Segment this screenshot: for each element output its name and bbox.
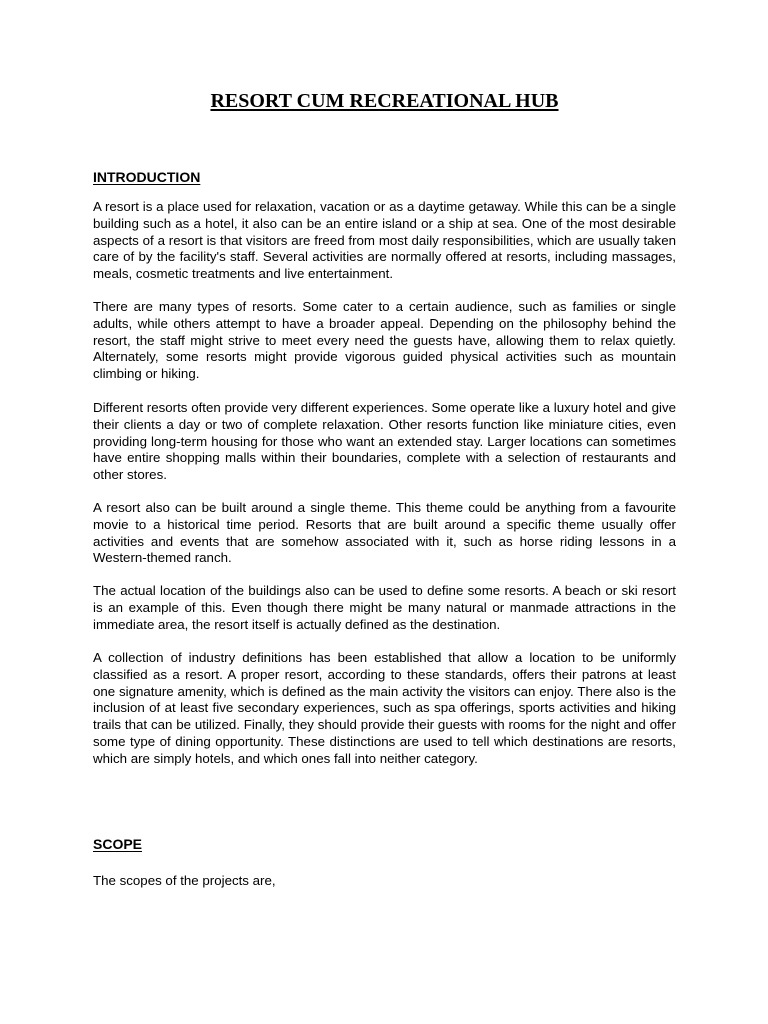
paragraph: The scopes of the projects are, [93, 873, 276, 888]
document-title: RESORT CUM RECREATIONAL HUB [210, 90, 559, 112]
section-heading-introduction: INTRODUCTION [93, 169, 201, 185]
paragraph: The actual location of the buildings also can be used to define some resorts. A beach or ski resort is an example of this. Even though there might be many natural or manmade attractions in the immediate area, the resort itself is actually defined as the destination. [93, 583, 676, 632]
paragraph: A resort also can be built around a single theme. This theme could be anything from a favourite movie to a historical time period. Resorts that are built around a specific theme usually offer activities and events that are somehow associated with it, such as horse riding lessons in a Western-themed ranch. [93, 500, 676, 566]
section-heading-scope: SCOPE [93, 836, 143, 852]
paragraph: Different resorts often provide very different experiences. Some operate like a luxury hotel and give their clients a day or two of complete relaxation. Other resorts function like miniature cities, even providing long-term housing for those who want an extended stay. Larger locations can sometimes have entire shopping malls within their boundaries, complete with a selection of restaurants and other stores. [93, 400, 676, 483]
paragraph: There are many types of resorts. Some cater to a certain audience, such as families or single adults, while others attempt to have a broader appeal. Depending on the philosophy behind the resort, the staff might strive to meet every need the guests have, allowing them to relax quietly. Alternately, some resorts might provide vigorous guided physical activities such as mountain climbing or hiking. [93, 299, 676, 382]
paragraph: A resort is a place used for relaxation, vacation or as a daytime getaway. While this can be a single building such as a hotel, it also can be an entire island or a ship at sea. One of the most desirable aspects of a resort is that visitors are freed from most daily responsibilities, which are usually taken care of by the facility's staff. Several activities are normally offered at resorts, including massages, meals, cosmetic treatments and live entertainment. [93, 199, 676, 282]
paragraph: A collection of industry definitions has been established that allow a location to be uniformly classified as a resort. A proper resort, according to these standards, offers their patrons at least one signature amenity, which is defined as the main activity the visitors can enjoy. There also is the inclusion of at least five secondary experiences, such as spa offerings, sports activities and hiking trails that can be utilized. Finally, they should provide their guests with rooms for the night and offer some type of dining opportunity. These distinctions are used to tell which destinations are resorts, which are simply hotels, and which ones fall into neither category. [93, 650, 676, 766]
